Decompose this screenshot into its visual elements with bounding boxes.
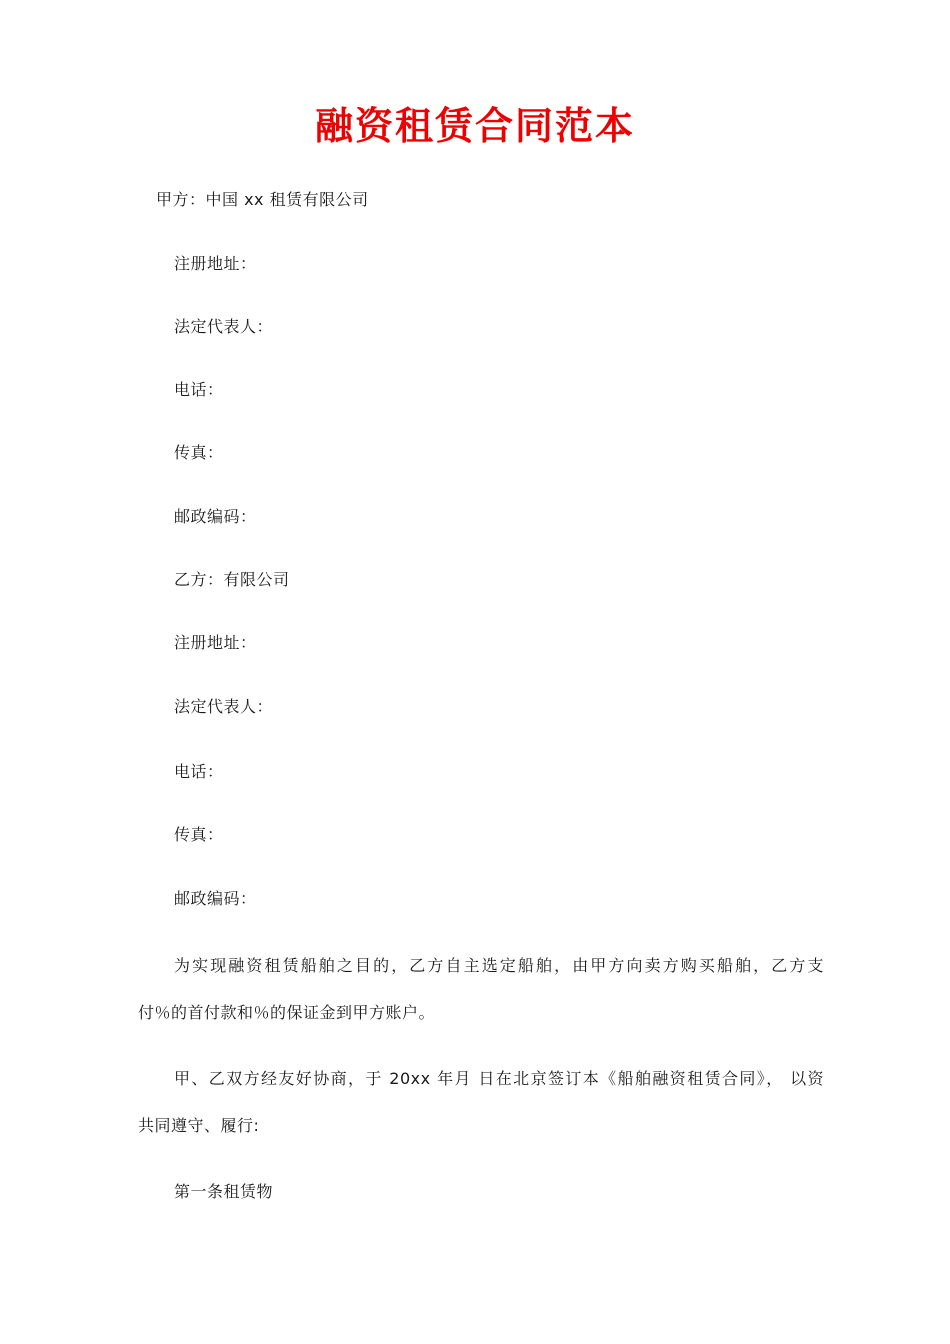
party-a-address-label: 注册地址： (174, 254, 257, 273)
party-a-fax-label: 传真： (174, 443, 224, 462)
party-a-name: 甲方：中国 xx 租赁有限公司 (156, 190, 369, 209)
party-a-representative-label: 法定代表人： (174, 317, 274, 336)
party-b-address-label: 注册地址： (174, 633, 257, 652)
paragraph-1-line-2: 付％的首付款和％的保证金到甲方账户。 (138, 1003, 436, 1022)
party-a-phone-label: 电话： (174, 380, 224, 399)
party-b-fax-label: 传真： (174, 825, 224, 844)
document-title: 融资租赁合同范本 (314, 104, 635, 148)
article-1-heading: 第一条租赁物 (174, 1182, 274, 1201)
paragraph-2-line-2: 共同遵守、履行: (138, 1116, 260, 1135)
party-b-name: 乙方：有限公司 (174, 570, 290, 589)
party-b-postcode-label: 邮政编码： (174, 889, 257, 908)
party-a-postcode-label: 邮政编码： (174, 507, 257, 526)
party-b-representative-label: 法定代表人： (174, 697, 274, 716)
paragraph-1-line-1: 为实现融资租赁船舶之目的，乙方自主选定船舶，由甲方向卖方购买船舶，乙方支 (174, 956, 824, 975)
paragraph-2-line-1: 甲、乙双方经友好协商，于 20xx 年月 日在北京签订本《船舶融资租赁合同》， 以资 (174, 1069, 824, 1088)
party-b-phone-label: 电话： (174, 762, 224, 781)
